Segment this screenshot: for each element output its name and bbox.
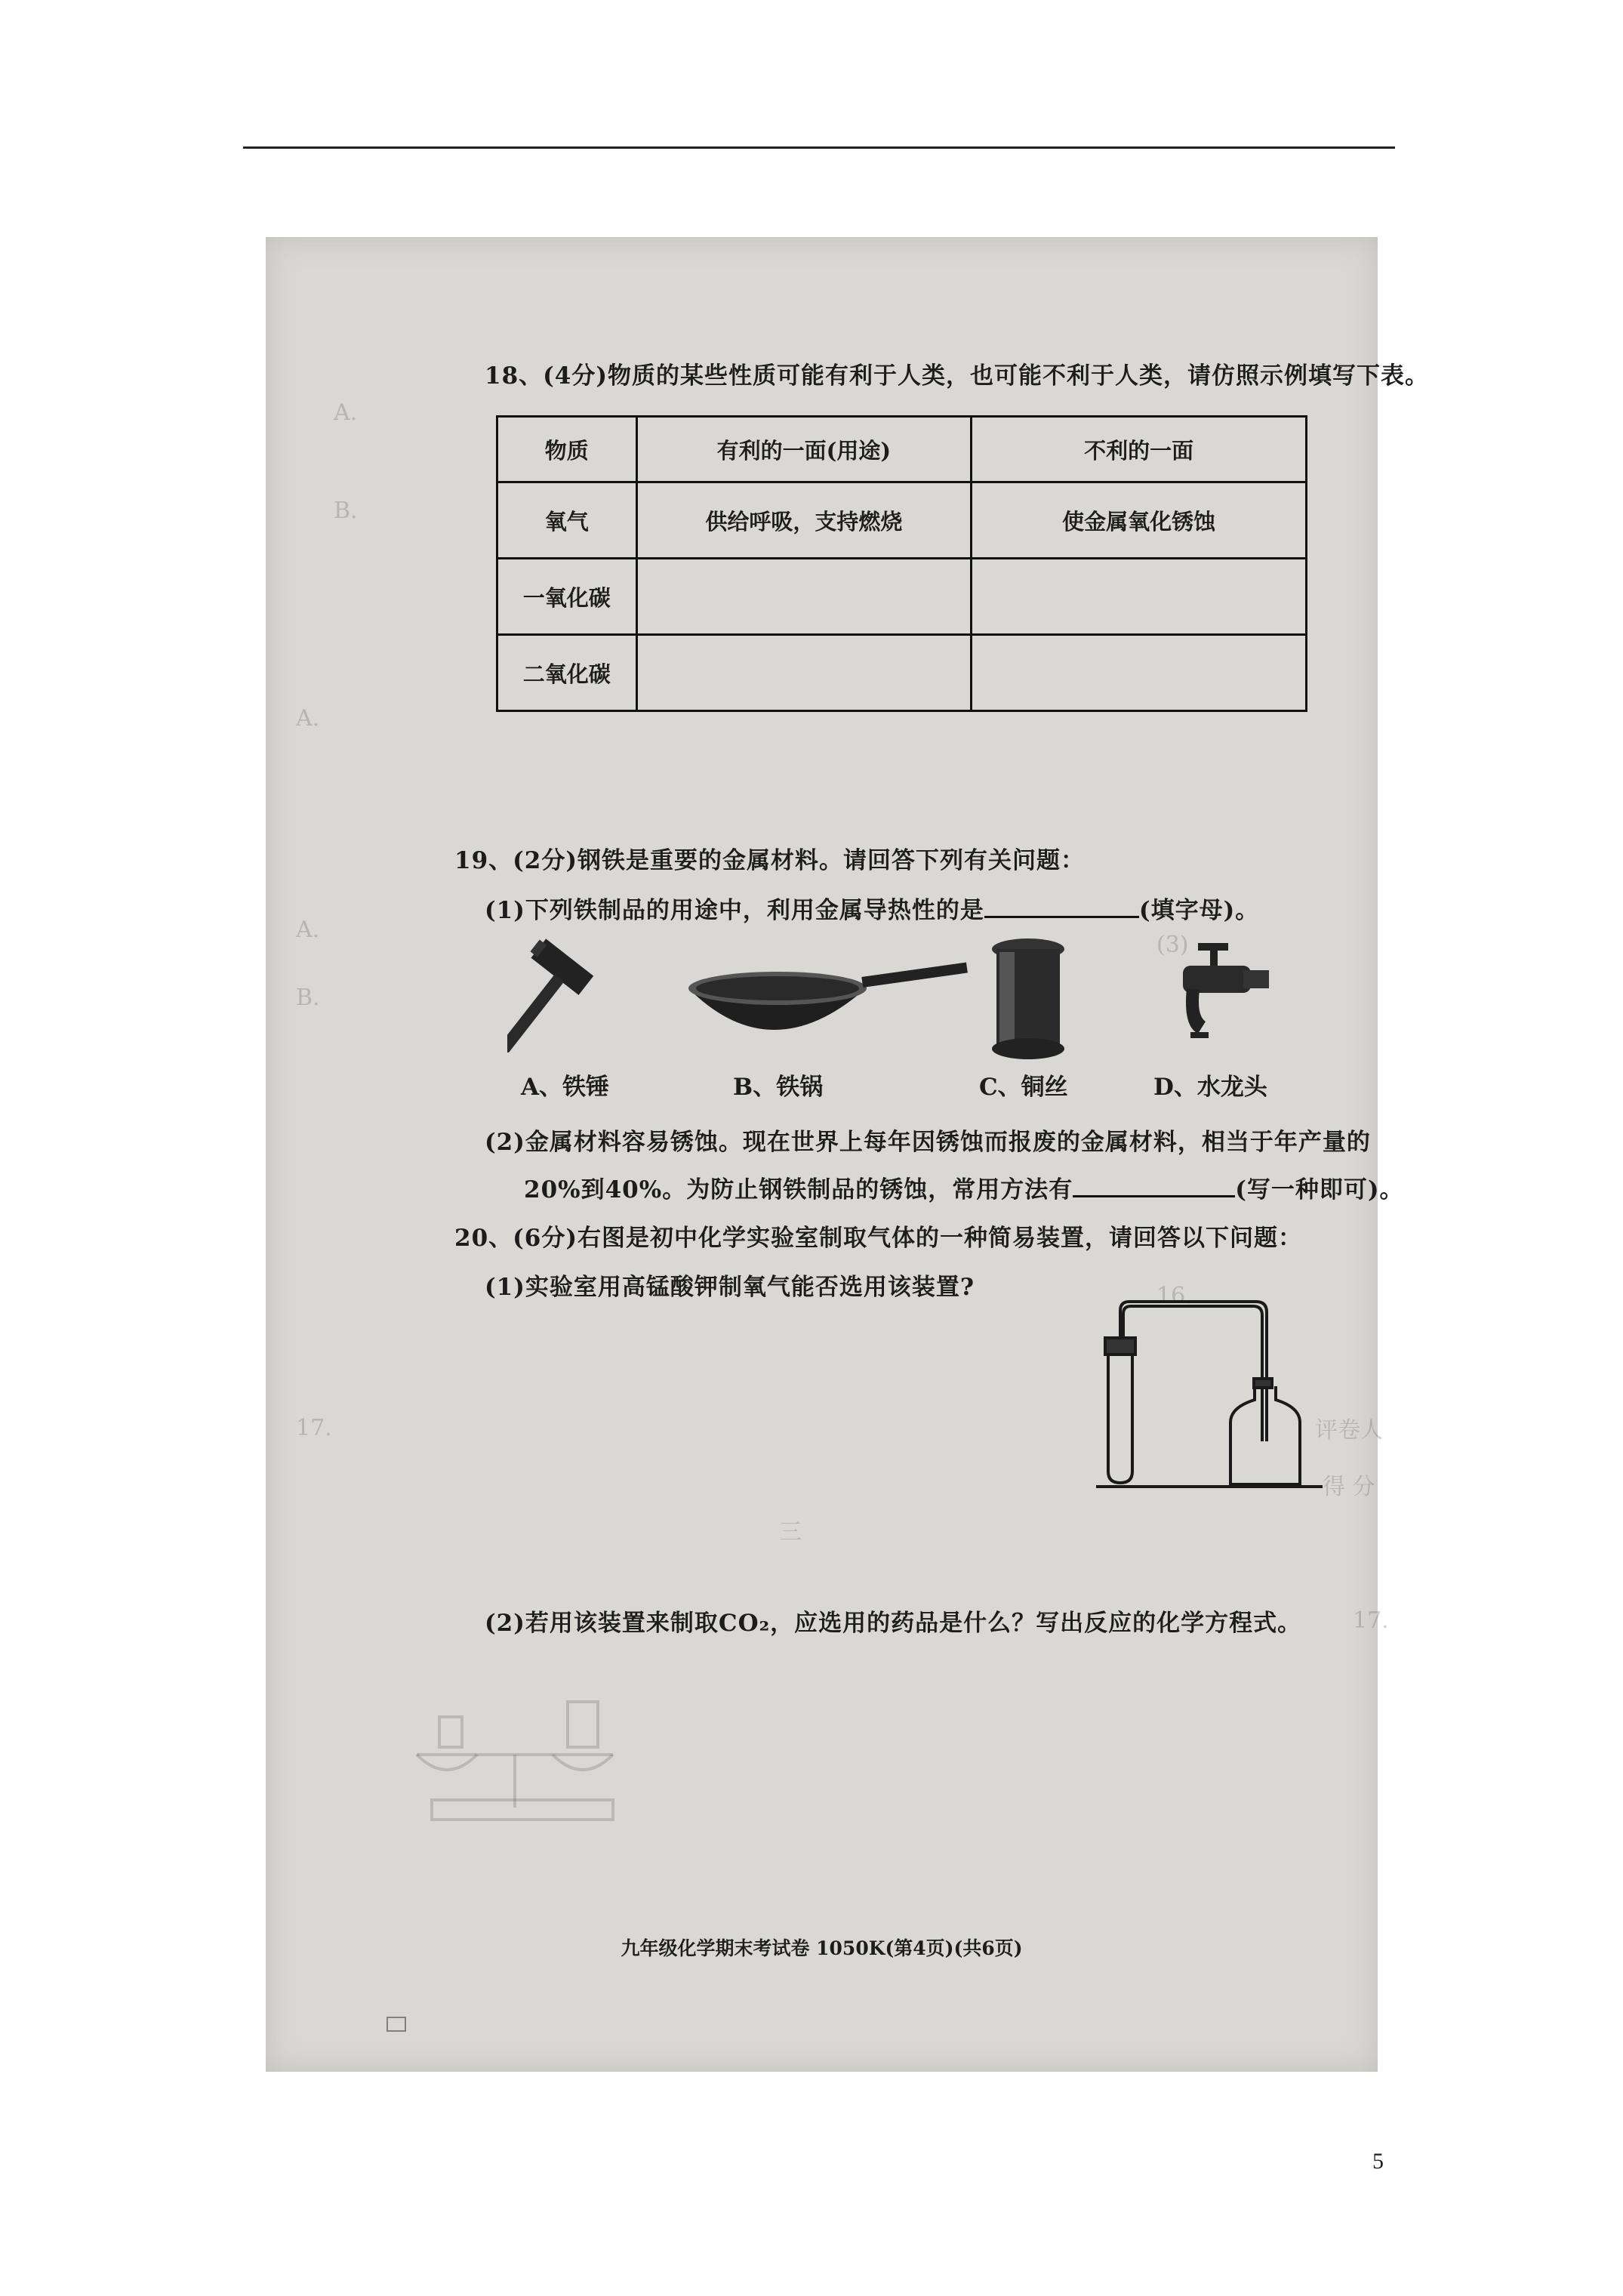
- bleed-through-text: 16.: [1156, 1283, 1193, 1309]
- bleed-through-text: 三: [779, 1519, 802, 1546]
- q18-table: [496, 415, 1307, 712]
- scan-mark: [387, 2017, 406, 2032]
- bleed-through-balance-image: [387, 1687, 658, 1830]
- answer-cell[interactable]: [636, 559, 972, 635]
- table-header-cell: 有利的一面(用途): [636, 417, 972, 482]
- q19-part1-suffix: (填字母)。: [1138, 897, 1260, 924]
- table-cell: 一氧化碳: [497, 559, 637, 635]
- answer-blank[interactable]: [1073, 1174, 1235, 1197]
- table-header-row: [497, 417, 1307, 482]
- bleed-through-text: 17.: [1353, 1607, 1389, 1634]
- bleed-through-text: B.: [296, 985, 320, 1011]
- table-cell: 氧气: [497, 482, 637, 559]
- q19-part2-text: 20%到40%。为防止钢铁制品的锈蚀，常用方法有: [524, 1176, 1073, 1203]
- bleed-through-text: A.: [334, 399, 358, 426]
- gas-apparatus-diagram: [1096, 1294, 1323, 1490]
- hammer-icon: [507, 932, 651, 1052]
- bleed-through-text: A.: [296, 705, 320, 732]
- table-cell: 二氧化碳: [497, 635, 637, 711]
- q20-part1: (1)实验室用高锰酸钾制氧气能否选用该装置?: [485, 1274, 975, 1301]
- table-row: [497, 482, 1307, 559]
- option-caption-a: A、铁锤: [521, 1074, 610, 1101]
- table-header-cell: 物质: [497, 417, 637, 482]
- q18-stem: 18、(4分)物质的某些性质可能有利于人类，也可能不利于人类，请仿照示例填写下表。: [485, 362, 1430, 390]
- bleed-through-text: A.: [296, 917, 320, 943]
- header-rule: [243, 146, 1395, 149]
- wok-icon: [681, 958, 975, 1071]
- table-row: [497, 559, 1307, 635]
- bleed-through-text: 得 分: [1323, 1474, 1375, 1500]
- page-number: 5: [1372, 2149, 1384, 2174]
- faucet-icon: [1168, 943, 1273, 1056]
- q19-stem: 19、(2分)钢铁是重要的金属材料。请回答下列有关问题：: [454, 847, 1086, 874]
- answer-cell[interactable]: [972, 559, 1307, 635]
- option-caption-c: C、铜丝: [979, 1074, 1068, 1101]
- table-cell: 使金属氧化锈蚀: [972, 482, 1307, 559]
- bleed-through-text: 评卷人: [1315, 1417, 1383, 1444]
- q19-part1: [485, 891, 1259, 925]
- scanned-exam-page: [266, 237, 1430, 2072]
- q19-part2-suffix: (写一种即可)。: [1235, 1176, 1404, 1203]
- q20-part2: (2)若用该装置来制取CO₂，应选用的药品是什么？写出反应的化学方程式。: [485, 1610, 1302, 1637]
- q19-part1-text: (1)下列铁制品的用途中，利用金属导热性的是: [485, 897, 984, 924]
- q20-stem: 20、(6分)右图是初中化学实验室制取气体的一种简易装置，请回答以下问题：: [454, 1225, 1303, 1252]
- table-header-cell: 不利的一面: [972, 417, 1307, 482]
- table-cell: 供给呼吸，支持燃烧: [636, 482, 972, 559]
- table-row: [497, 635, 1307, 711]
- q19-part2-line2: [524, 1170, 1404, 1204]
- copper-wire-spool-icon: [983, 935, 1073, 1064]
- option-caption-d: D、水龙头: [1153, 1074, 1267, 1101]
- option-caption-b: B、铁锅: [733, 1074, 824, 1101]
- q19-part2-line1: (2)金属材料容易锈蚀。现在世界上每年因锈蚀而报废的金属材料，相当于年产量的: [485, 1129, 1371, 1156]
- answer-cell[interactable]: [972, 635, 1307, 711]
- page-footer: 九年级化学期末考试卷 1050K(第4页)(共6页): [621, 1937, 1023, 1959]
- answer-blank[interactable]: [984, 895, 1139, 918]
- bleed-through-text: 17.: [296, 1415, 332, 1441]
- answer-cell[interactable]: [636, 635, 972, 711]
- bleed-through-text: (3): [1156, 932, 1189, 958]
- bleed-through-text: B.: [334, 498, 358, 524]
